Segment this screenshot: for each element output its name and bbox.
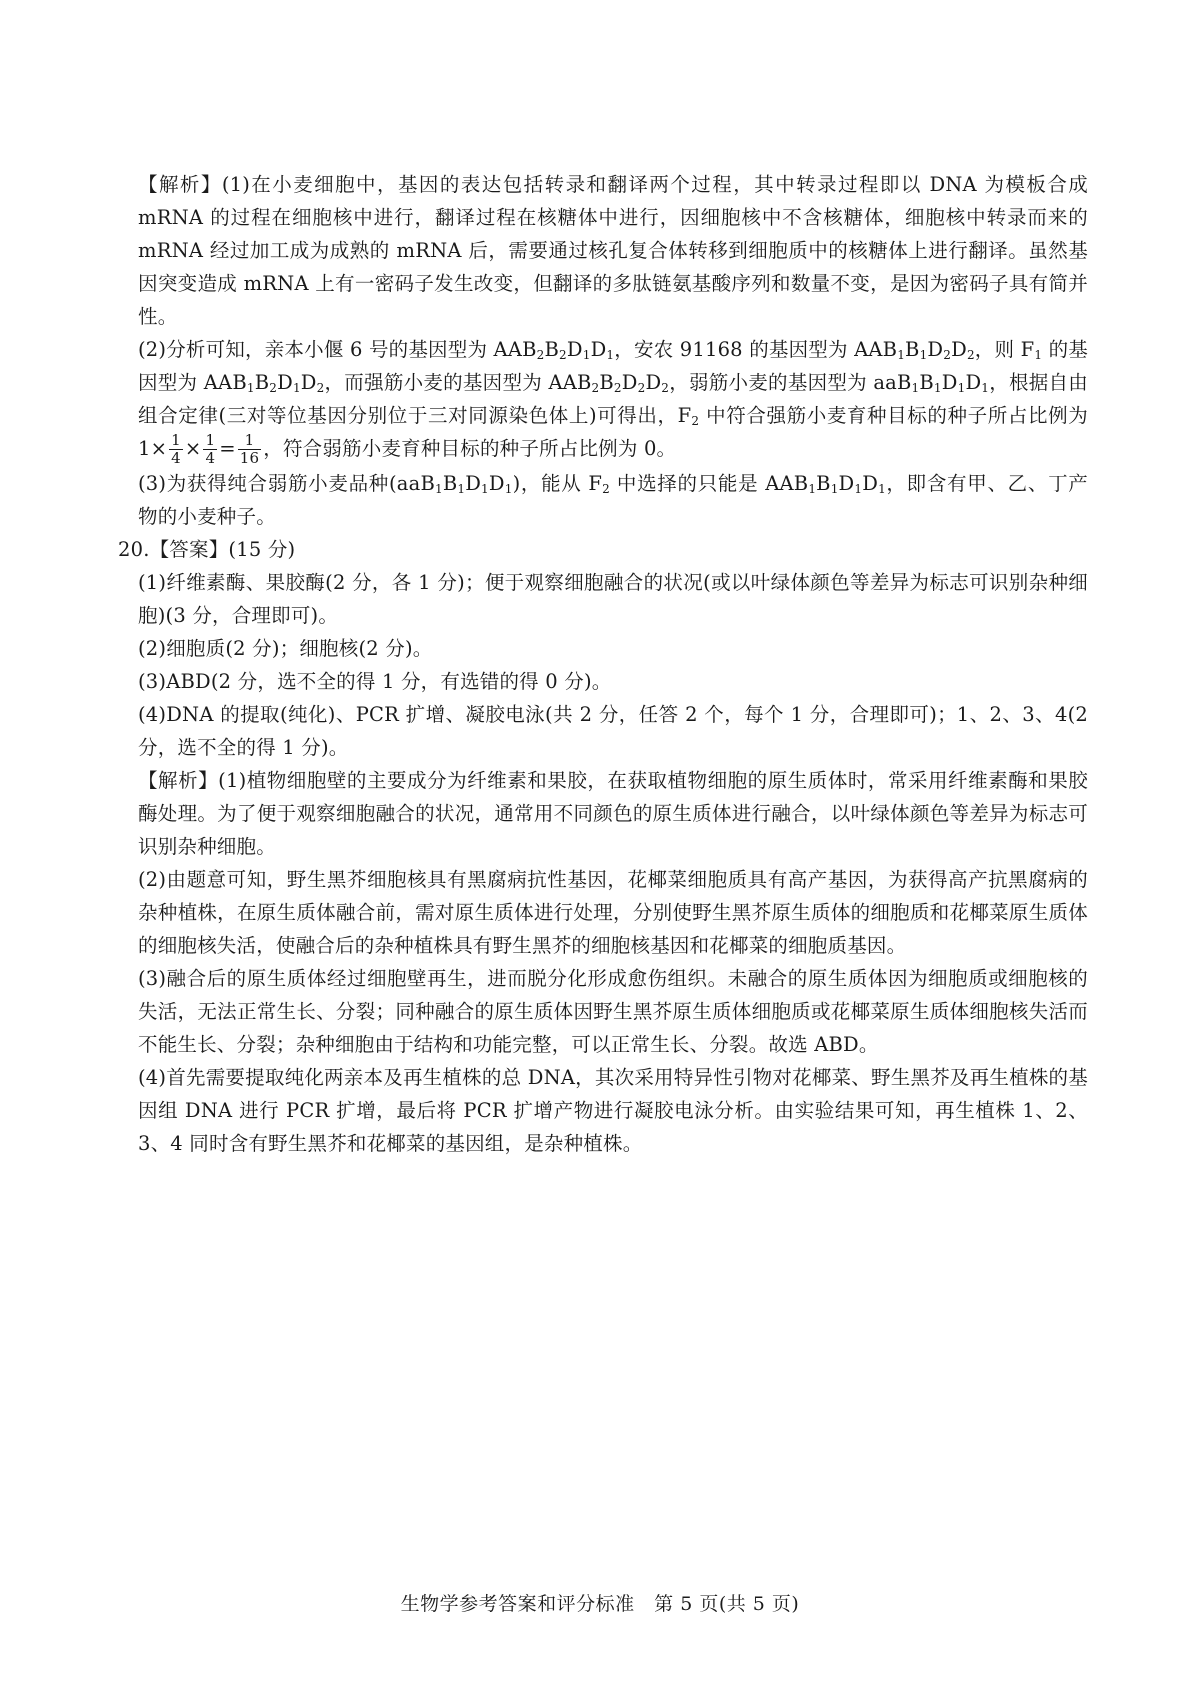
- answer-20-2: (2)细胞质(2 分)；细胞核(2 分)。: [138, 637, 433, 660]
- page-footer: 生物学参考答案和评分标准 第 5 页(共 5 页): [400, 1593, 800, 1615]
- answer-content: [118, 168, 1088, 1160]
- analysis-20-4: (4)首先需要提取纯化两亲本及再生植株的总 DNA，其次采用特异性引物对花椰菜、野生黑芥及再生植株的基因组 DNA 进行 PCR 扩增，最后将 PCR 扩增产物进行凝胶电泳分析。由实验结果可知，再生植株 1、2、3、4 同时含有野生黑芥和花椰菜的基因组，是杂种植株。: [138, 1066, 1088, 1155]
- analysis-19-part1: 【解析】(1)在小麦细胞中，基因的表达包括转录和翻译两个过程，其中转录过程即以 DNA 为模板合成 mRNA 的过程在细胞核中进行，翻译过程在核糖体中进行，因细胞核中不含核糖体，细胞核中转录而来的 mRNA 经过加工成为成熟的 mRNA 后，需要通过核孔复合体转移到细胞质中的核糖体上进行翻译。虽然基因突变造成 mRNA 上有一密码子发生改变，但翻译的多肽链氨基酸序列和数量不变，是因为密码子具有简并性。: [138, 173, 1088, 328]
- analysis-19-part2: (2)分析可知，亲本小偃 6 号的基因型为 $AAB_2B_2D_1D_1$，安农 91168 的基因型为 $AAB_1B_1D_2D_2$，则 $F_1$ 的基因型为 $AAB_1B_2D_1D_2$，而强筋小麦的基因型为 $AAB_2B_2D_2D_2$，弱筋小麦的基因型为 $aaB_1B_1D_1D_1$，根据自由组合定律(三对等位基因分别位于三对同源染色体上)可得出，$F_2$ 中符合强筋小麦育种目标的种子所占比例为 1× $\frac{1}{4}$ × $\frac{1}{4}$ = $\frac{1}{16}$ ，符合弱筋小麦育种目标的种子所占比例为 0。: [138, 338, 1088, 467]
- analysis-19-part3: (3)为获得纯合弱筋小麦品种$(aaB_1B_1D_1D_1)$，能从 $F_2$ 中选择的只能是 $AAB_1B_1D_1D_1$，即含有甲、乙、丁产物的小麦种子。: [138, 472, 1088, 528]
- fraction-one-quarter: $\frac{1}{4}$: [205, 431, 216, 467]
- question-20-label: 20.【答案】(15 分): [118, 538, 296, 561]
- analysis-20-1: 【解析】(1)植物细胞壁的主要成分为纤维素和果胶，在获取植物细胞的原生质体时，常采用纤维素酶和果胶酶处理。为了便于观察细胞融合的状况，通常用不同颜色的原生质体进行融合，以叶绿体颜色等差异为标志可识别杂种细胞。: [138, 769, 1088, 858]
- analysis-20-3: (3)融合后的原生质体经过细胞壁再生，进而脱分化形成愈伤组织。未融合的原生质体因为细胞质或细胞核的失活，无法正常生长、分裂；同种融合的原生质体因野生黑芥原生质体细胞质或花椰菜原生质体细胞核失活而不能生长、分裂；杂种细胞由于结构和功能完整，可以正常生长、分裂。故选 ABD。: [138, 967, 1088, 1056]
- analysis-20-2: (2)由题意可知，野生黑芥细胞核具有黑腐病抗性基因，花椰菜细胞质具有高产基因，为获得高产抗黑腐病的杂种植株，在原生质体融合前，需对原生质体进行处理，分别使野生黑芥原生质体的细胞质和花椰菜原生质体的细胞核失活，使融合后的杂种植株具有野生黑芥的细胞核基因和花椰菜的细胞质基因。: [138, 868, 1088, 957]
- answer-20-4: (4)DNA 的提取(纯化)、PCR 扩增、凝胶电泳(共 2 分，任答 2 个，每个 1 分，合理即可)；1、2、3、4(2 分，选不全的得 1 分)。: [138, 703, 1088, 759]
- answer-20-1: (1)纤维素酶、果胶酶(2 分，各 1 分)；便于观察细胞融合的状况(或以叶绿体颜色等差异为标志可识别杂种细胞)(3 分，合理即可)。: [138, 571, 1088, 627]
- fraction-one-sixteenth: $\frac{1}{16}$: [239, 431, 260, 467]
- answer-20-3: (3)ABD(2 分，选不全的得 1 分，有选错的得 0 分)。: [138, 670, 612, 693]
- fraction-one-quarter: $\frac{1}{4}$: [171, 431, 181, 467]
